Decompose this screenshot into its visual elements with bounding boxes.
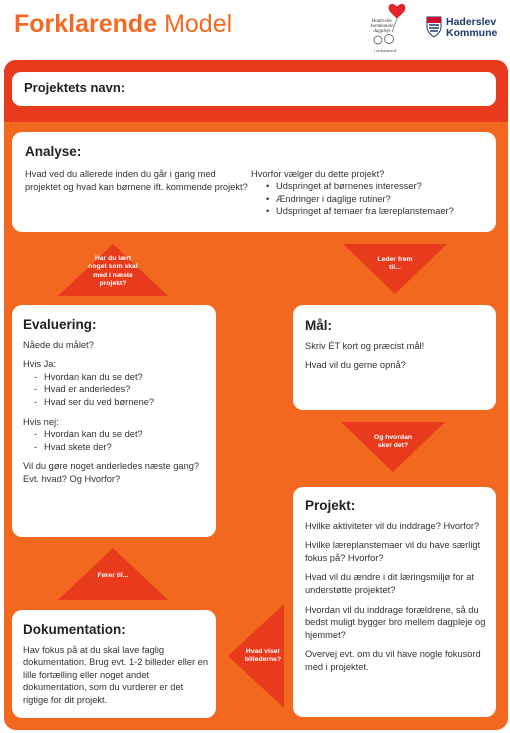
dokumentation-box [12,610,216,718]
dokumentation-title: Dokumentation: [23,622,126,637]
arrow-fører [58,548,168,600]
project-name-box[interactable] [12,72,496,106]
projekt-item: Hvordan vil du inddrage forældrene, så du bedst muligt bygger bro mellem dagpleje og hjemmet? [305,604,486,640]
projekt-item: Hvilke læreplanstemaer vil du have særligt fokus på? Hvorfor? [305,540,481,563]
kommune-line2: Kommune [446,27,498,39]
arrow-og-hvordan [341,422,445,472]
maal-box [293,305,496,410]
list-item: • Udspringet af børnenes interesser? [266,180,506,193]
analyse-box [12,132,496,232]
projekt-box [293,487,496,717]
arrow-har-du-label: Har du lært noget som skal med i næste projekt? [88,255,138,288]
dokumentation-text: Hav fokus på at du skal lave faglig dokumentation. Brug evt. 1-2 billeder eller en lille fortælling eller noget andet dokumentation, som du vurderer er det rigtige for dit projekt. [23,644,209,705]
haderslev-kommune-logo [426,16,506,44]
evaluering-yes-list [23,371,211,409]
projekt-item: Overvej evt. om du vil have nogle fokusord med i projektet. [305,649,481,672]
analyse-title: Analyse: [25,144,82,159]
maal-title: Mål: [305,318,332,333]
projekt-item: Hvilke aktiviteter vil du inddrage? Hvorfor? [305,520,480,531]
list-item: - Hvad ser du ved børnene? [34,396,211,409]
arrow-leder [343,244,447,294]
arrow-har-du [58,244,168,296]
svg-text:kommunale: kommunale [370,24,394,29]
list-item: - Hvordan kan du se det? [34,371,211,384]
projekt-title: Projekt: [305,498,356,513]
dagpleje-logo [362,2,414,54]
analyse-right-text: Hvorfor vælger du dette projekt? [251,169,385,179]
svg-text:i en kunstveck: i en kunstveck [373,48,397,53]
list-item: • Ændringer i daglige rutiner? [266,193,506,206]
arrow-fører-label: Fører til... [97,572,129,579]
project-name-label: Projektets navn: [24,80,126,95]
list-item: • Udspringet af temaer fra læreplanstemaer? [266,205,506,218]
svg-text:dagpleje: dagpleje [373,29,391,34]
evaluering-closing: Vil du gøre noget anderledes næste gang? Evt. hvad? Og Hvorfor? [23,461,200,484]
analyse-left-text: Hvad ved du allerede inden du går i gang med projektet og hvad kan børnene ift. kommende projekt? [25,169,248,192]
title-bold: Forklarende [14,10,158,38]
list-item: - Hvad er anderledes? [34,383,211,396]
evaluering-no-list [23,428,211,453]
kommune-line1: Haderslev [446,16,497,28]
projekt-item: Hvad vil du ændre i dit læringsmiljø for at understøtte projektet? [305,572,474,595]
evaluering-yes-label: Hvis Ja: [23,359,57,370]
list-item: - Hvordan kan du se det? [34,428,211,441]
analyse-bullets [255,180,506,218]
maal-line2: Hvad vil du gerne opnå? [305,360,406,371]
evaluering-question: Nåede du målet? [23,339,94,350]
evaluering-no-label: Hvis nej: [23,416,59,427]
maal-line1: Skriv ÉT kort og præcist mål! [305,340,425,351]
arrow-leder-label: Leder frem til... [377,256,413,272]
evaluering-box [12,305,216,537]
evaluering-title: Evaluering: [23,317,97,332]
kommune-shield-icon [426,16,442,38]
arrow-hvad-viser-label: Hvad viser billederne? [244,648,282,664]
list-item: - Hvad skete der? [34,441,211,454]
page-title [14,10,232,39]
arrow-og-hvordan-label: Og hvordan sker det? [373,434,413,450]
title-rest: Model [164,10,233,38]
svg-text:Haderslev: Haderslev [371,19,393,24]
arrow-hvad-viser [228,604,284,708]
